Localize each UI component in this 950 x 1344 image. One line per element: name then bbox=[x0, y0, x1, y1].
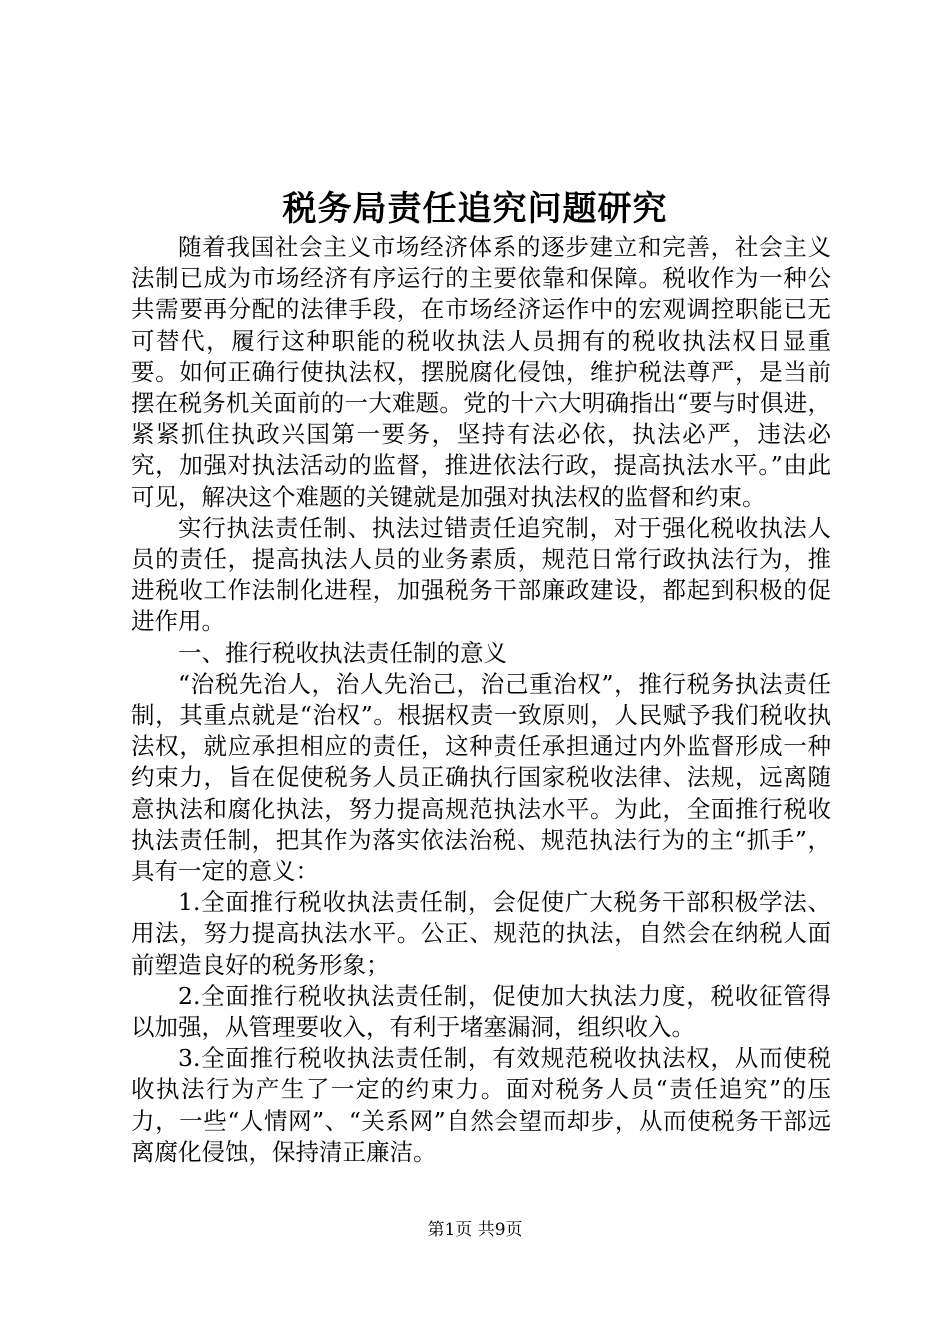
list-item-1: 1.全面推行税收执法责任制，会促使广大税务干部积极学法、用法，努力提高执法水平。公正、规范的执法，自然会在纳税人面前塑造良好的税务形象； bbox=[131, 888, 831, 979]
document-body bbox=[131, 232, 831, 1168]
paragraph-responsibility-system: 实行执法责任制、执法过错责任追究制，对于强化税收执法人员的责任，提高执法人员的业务素质，规范日常行政执法行为，推进税收工作法制化进程，加强税务干部廉政建设，都起到积极的促进作用。 bbox=[131, 513, 831, 636]
paragraph-intro: 随着我国社会主义市场经济体系的逐步建立和完善，社会主义法制已成为市场经济有序运行的主要依靠和保障。税收作为一种公共需要再分配的法律手段，在市场经济运作中的宏观调控职能已无可替代，履行这种职能的税收执法人员拥有的税收执法权日显重要。如何正确行使执法权，摆脱腐化侵蚀，维护税法尊严，是当前摆在税务机关面前的一大难题。党的十六大明确指出“要与时俱进，紧紧抓住执政兴国第一要务，坚持有法必依，执法必严，违法必究，加强对执法活动的监督，推进依法行政，提高执法水平。”由此可见，解决这个难题的关键就是加强对执法权的监督和约束。 bbox=[131, 233, 831, 511]
page-number-footer: 第1页 共9页 bbox=[427, 1220, 523, 1240]
list-item-3: 3.全面推行税收执法责任制，有效规范税收执法权，从而使税收执法行为产生了一定的约束力。面对税务人员“责任追究”的压力，一些“人情网”、“关系网”自然会望而却步，从而使税务干部远离腐化侵蚀，保持清正廉洁。 bbox=[131, 1044, 831, 1166]
document-title: 税务局责任追究问题研究 bbox=[282, 189, 668, 229]
list-item-2: 2.全面推行税收执法责任制，促使加大执法力度，税收征管得以加强，从管理要收入，有利于堵塞漏洞，组织收入。 bbox=[131, 981, 831, 1042]
section-heading-significance: 一、推行税收执法责任制的意义 bbox=[178, 638, 507, 667]
paragraph-governing-power: “治税先治人，治人先治己，治己重治权”，推行税务执法责任制，其重点就是“治权”。根据权责一致原则，人民赋予我们税收执法权，就应承担相应的责任，这种责任承担通过内外监督形成一种约束力，旨在促使税务人员正确执行国家税收法律、法规，远离随意执法和腐化执法，努力提高规范执法水平。为此，全面推行税收执法责任制，把其作为落实依法治税、规范执法行为的主“抓手”，具有一定的意义： bbox=[131, 669, 831, 886]
